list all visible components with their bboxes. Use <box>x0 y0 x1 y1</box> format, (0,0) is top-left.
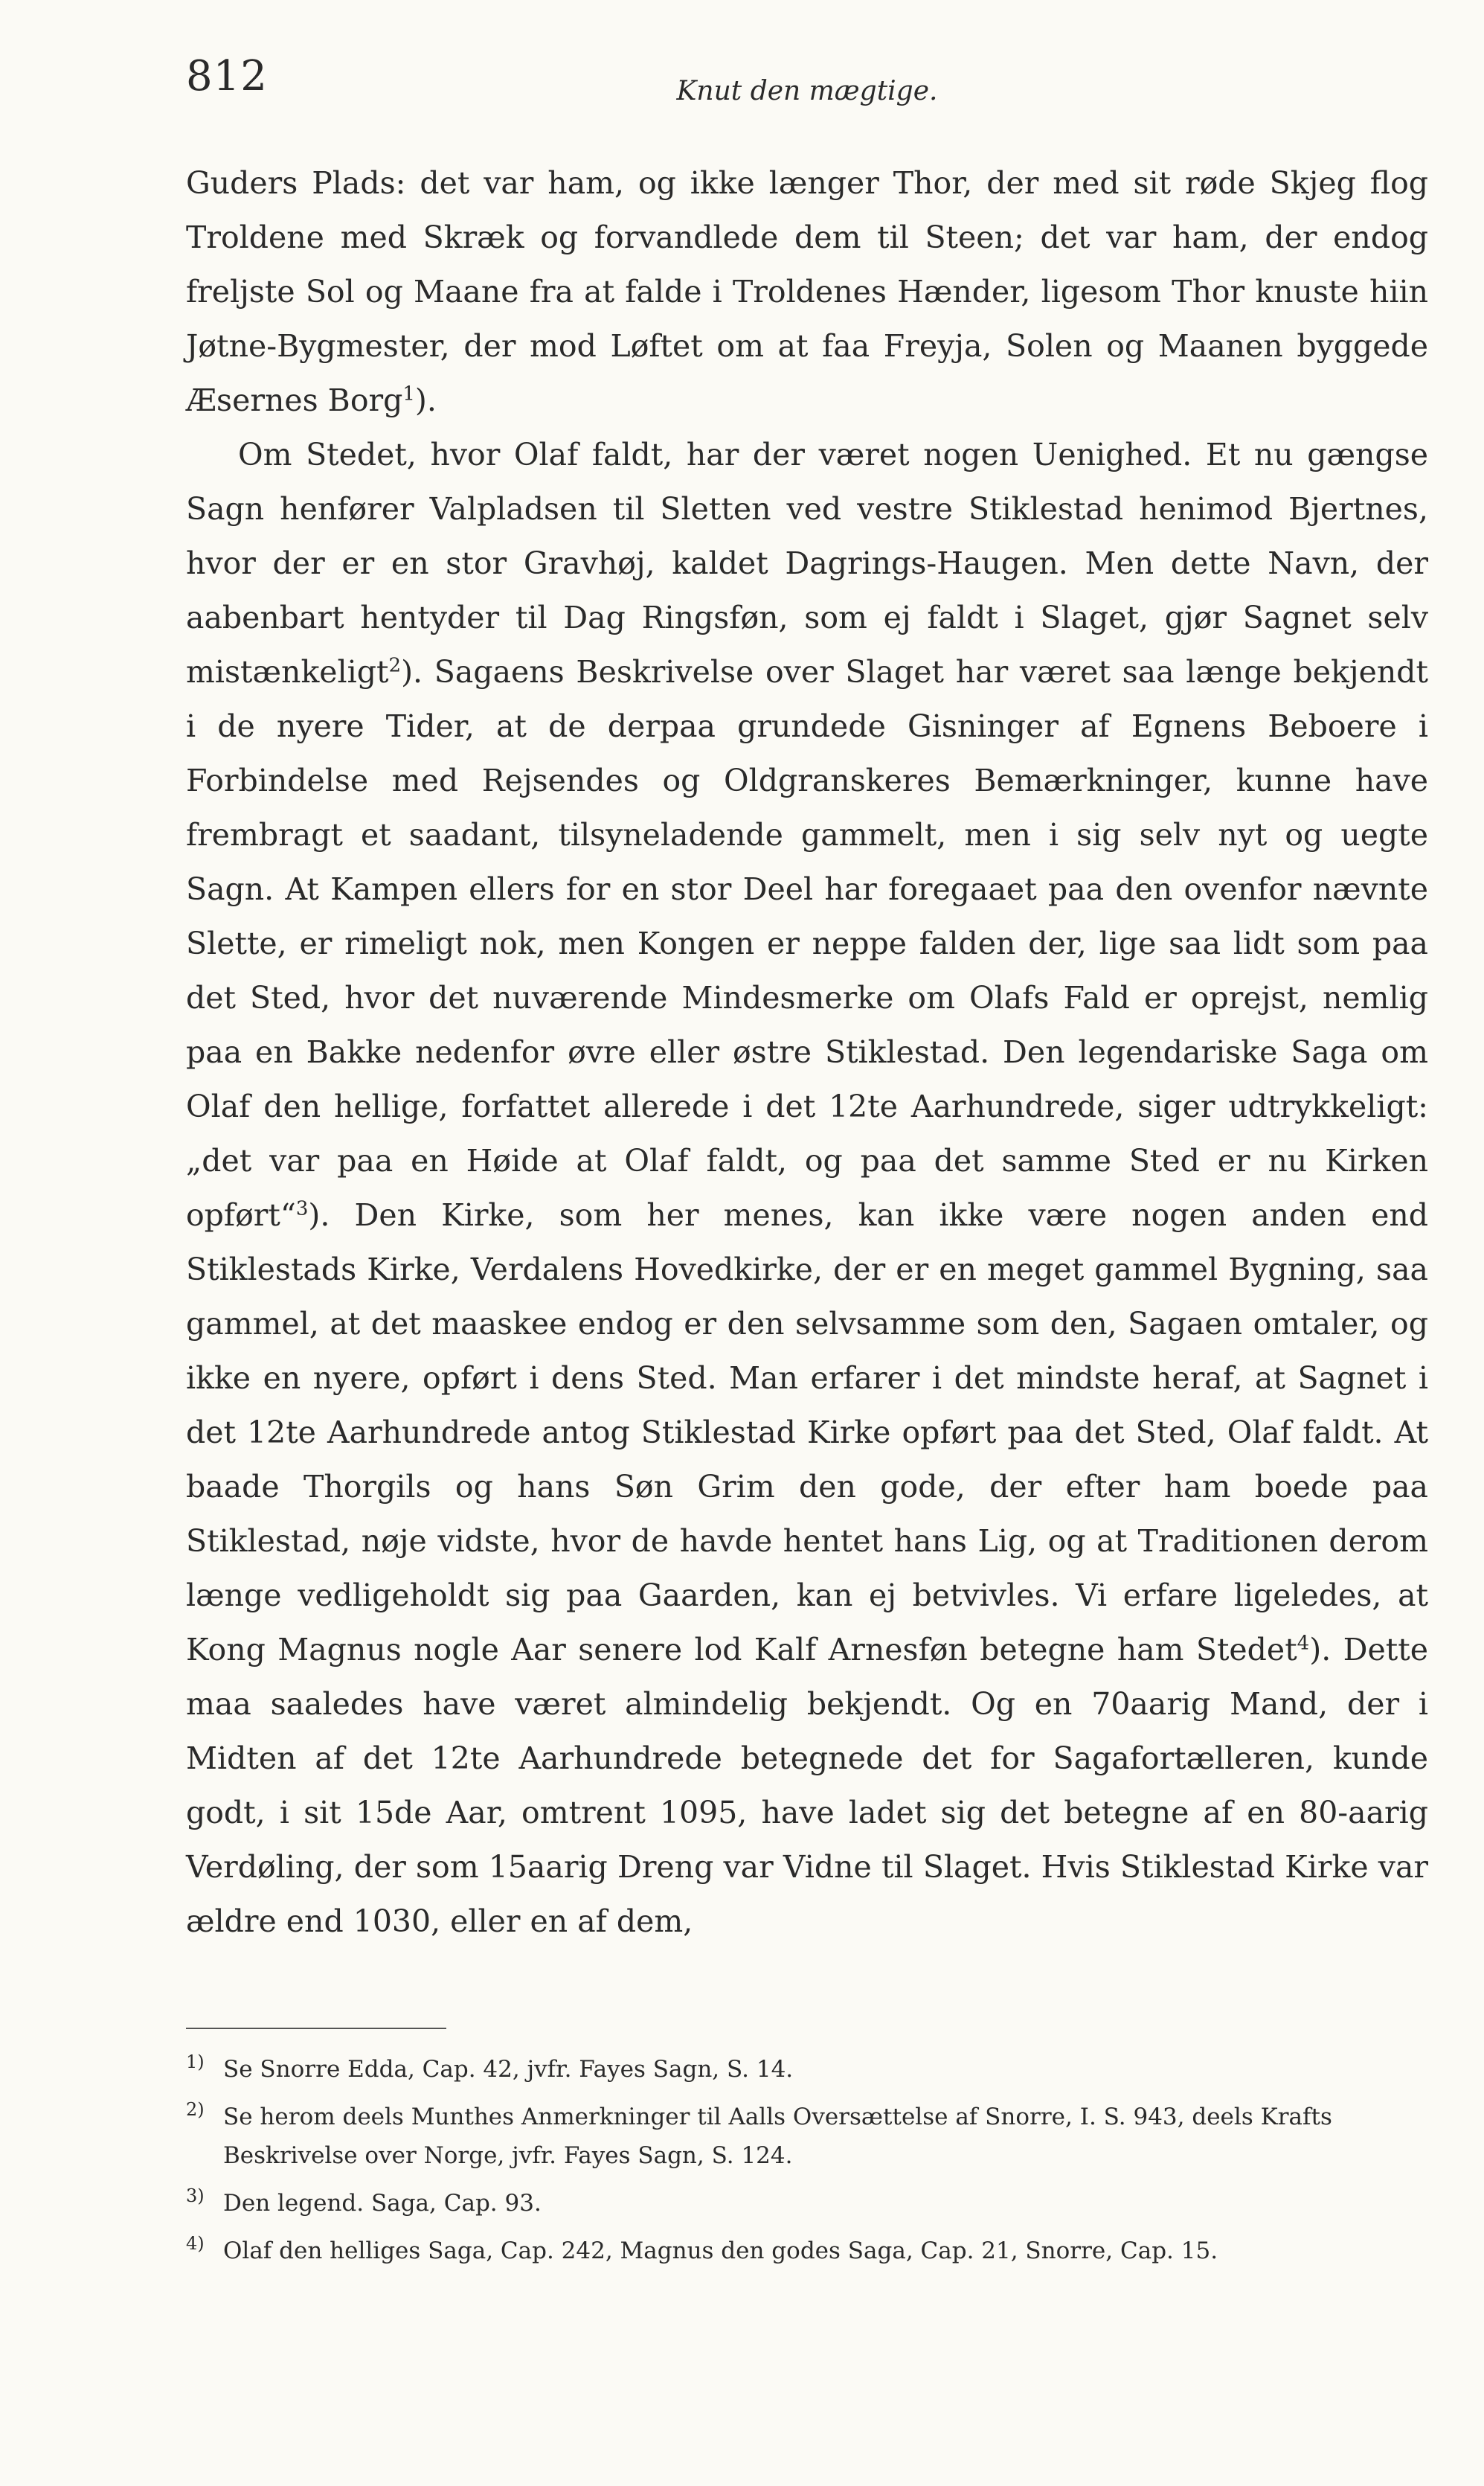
body-text <box>186 156 1428 1949</box>
footnotes <box>186 2050 1428 2279</box>
footnote-text: Den legend. Saga, Cap. 93. <box>223 2190 542 2217</box>
running-title: Knut den mægtige. <box>676 76 938 106</box>
footnote-mark: 4) <box>186 2233 205 2254</box>
footnote-text: Se Snorre Edda, Cap. 42, jvfr. Fayes Sagn, S. 14. <box>223 2056 794 2083</box>
footnote <box>186 2098 1428 2175</box>
paragraph-1-text: Guders Plads: det var ham, og ikke længer Thor, der med sit røde Skjeg flog Troldene med Skræk og forvandlede dem til Steen; det var ham, der endog freljste Sol og Maane fra at falde i Troldenes Hænder, ligesom Thor knuste hiin Jøtne-Bygmester, der mod Løftet om at faa Freyja, Solen og Maanen byggede Æsernes Borg <box>186 165 1428 418</box>
footnote-ref-1: 1 <box>402 382 415 406</box>
footnote-mark: 3) <box>186 2185 205 2206</box>
footnote <box>186 2050 1428 2089</box>
footnote-ref-2: 2 <box>388 654 402 677</box>
paragraph-2-text-a: Om Stedet, hvor Olaf faldt, har der været nogen Uenighed. Et nu gængse Sagn henfører Valpladsen til Sletten ved vestre Stiklestad henimod Bjertnes, hvor der er en stor Gravhøj, kaldet Dagrings-Haugen. Men dette Navn, der aabenbart hentyder til Dag Ringsføn, som ej faldt i Slaget, gjør Sagnet selv mistænkeligt <box>186 437 1428 690</box>
paragraph-1-end: ). <box>414 382 437 418</box>
footnote-ref-4: 4 <box>1297 1632 1310 1655</box>
footnote <box>186 2184 1428 2223</box>
footnote-text: Olaf den helliges Saga, Cap. 242, Magnus den godes Saga, Cap. 21, Snorre, Cap. 15. <box>223 2237 1218 2264</box>
footnote-mark: 1) <box>186 2051 205 2072</box>
footnote-text: Se herom deels Munthes Anmerkninger til Aalls Oversættelse af Snorre, I. S. 943, deels Krafts Beskrivelse over Norge, jvfr. Fayes Sagn, S. 124. <box>223 2104 1332 2169</box>
footnote-mark: 2) <box>186 2099 205 2120</box>
footnote-divider <box>186 2028 446 2029</box>
book-page <box>186 45 1428 2448</box>
paragraph-2-text-c: ). Den Kirke, som her menes, kan ikke være nogen anden end Stiklestads Kirke, Verdalens Hovedkirke, der er en meget gammel Bygning, saa gammel, at det maaskee endog er den selvsamme som den, Sagaen omtaler, og ikke en nyere, opført i dens Sted. Man erfarer i det mindste heraf, at Sagnet i det 12te Aarhundrede antog Stiklestad Kirke opført paa det Sted, Olaf faldt. At baade Thorgils og hans Søn Grim den gode, der efter ham boede paa Stiklestad, nøje vidste, hvor de havde hentet hans Lig, og at Traditionen derom længe vedligeholdt sig paa Gaarden, kan ej betvivles. Vi erfare ligeledes, at Kong Magnus nogle Aar senere lod Kalf Arnesføn betegne ham Stedet <box>186 1197 1428 1668</box>
paragraph-2 <box>186 428 1428 1949</box>
page-number: 812 <box>186 52 268 100</box>
running-head <box>186 45 1428 134</box>
footnote-ref-3: 3 <box>295 1197 309 1220</box>
paragraph-2-text-d: ). Dette maa saaledes have været almindelig bekjendt. Og en 70aarig Mand, der i Midten af det 12te Aarhundrede betegnede det for Sagafortælleren, kunde godt, i sit 15de Aar, omtrent 1095, have ladet sig det betegne af en 80-aarig Verdøling, der som 15aarig Dreng var Vidne til Slaget. Hvis Stiklestad Kirke var ældre end 1030, eller en af dem, <box>186 1632 1428 1939</box>
footnote <box>186 2232 1428 2270</box>
paragraph-2-text-b: ). Sagaens Beskrivelse over Slaget har været saa længe bekjendt i de nyere Tider, at de derpaa grundede Gisninger af Egnens Beboere i Forbindelse med Rejsendes og Oldgranskeres Bemærkninger, kunne have frembragt et saadant, tilsyneladende gammelt, men i sig selv nyt og uegte Sagn. At Kampen ellers for en stor Deel har foregaaet paa den ovenfor nævnte Slette, er rimeligt nok, men Kongen er neppe falden der, lige saa lidt som paa det Sted, hvor det nuværende Mindesmerke om Olafs Fald er oprejst, nemlig paa en Bakke nedenfor øvre eller østre Stiklestad. Den legendariske Saga om Olaf den hellige, forfattet allerede i det 12te Aarhundrede, siger udtrykkeligt: „det var paa en Høide at Olaf faldt, og paa det samme Sted er nu Kirken opført“ <box>186 654 1428 1233</box>
paragraph-1 <box>186 156 1428 428</box>
